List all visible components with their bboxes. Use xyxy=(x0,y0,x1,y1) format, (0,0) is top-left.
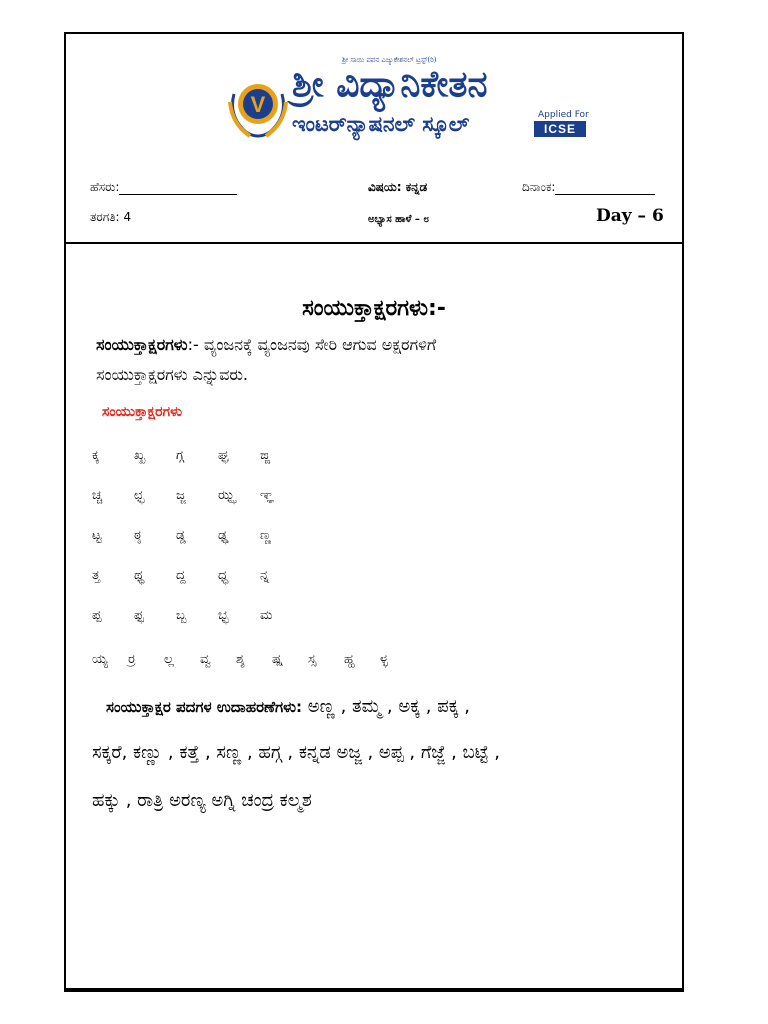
subject-label: ವಿಷಯ: xyxy=(368,180,402,194)
conjunct-letter: ಚ್ಚ xyxy=(92,488,103,503)
svg-text:V: V xyxy=(250,92,266,117)
examples-line-3: ಹಕ್ಕು , ರಾತ್ರಿ ಅರಣ್ಯ ಅಗ್ನಿ ಚಂದ್ರ ಕಲ್ಮಶ xyxy=(92,790,312,811)
school-emblem-icon xyxy=(226,72,290,142)
conjunct-letter: ಠ್ಠ xyxy=(134,528,141,543)
conjunct-letter: ಮ xyxy=(260,608,273,623)
conjunct-letter: ತ್ತ xyxy=(92,568,100,583)
worksheet-page xyxy=(64,32,684,992)
conjunct-letter: ಞ್ಞ xyxy=(260,488,274,503)
conjunct-letter: ಥ್ಥ xyxy=(134,568,144,583)
conjunct-row-1 xyxy=(92,448,302,463)
class-value: 4 xyxy=(123,210,132,224)
day-label: Day – 6 xyxy=(596,206,664,226)
conjunct-letter: ಭ್ಭ xyxy=(218,608,229,623)
conjunct-row-4 xyxy=(92,568,302,583)
conjunct-letter: ಖ್ಖ xyxy=(134,448,145,463)
definition-line-2: ಸಂಯುಕ್ತಾಕ್ಷರಗಳು ಎನ್ನುವರು. xyxy=(96,365,248,384)
class-field xyxy=(90,210,131,225)
conjunct-letter: ಡ್ಡ xyxy=(176,528,186,543)
conjunct-letter: ಪ್ಪ xyxy=(92,608,102,623)
conjunct-row-2 xyxy=(92,488,302,503)
worksheet-header xyxy=(66,34,682,244)
conjunct-letter: ಳ್ಳ xyxy=(380,652,388,667)
conjunct-letter: ಹ್ಹ xyxy=(344,652,355,667)
applied-for-label: Applied For xyxy=(538,110,589,120)
examples-label: ಸಂಯುಕ್ತಾಕ್ಷರ ಪದಗಳ ಉದಾಹರಣೆಗಳು: xyxy=(106,698,302,716)
conjunct-letter: ಬ್ಬ xyxy=(176,608,187,623)
conjunct-letter: ಗ್ಗ xyxy=(176,448,184,463)
trust-line: ಶ್ರೀ ಸಾಯಿ ಪವನ ಎಜ್ಯುಕೇಶನಲ್ ಟ್ರಸ್ಟ್(ರಿ) xyxy=(342,56,437,64)
worksheet-number: ಅಭ್ಯಾಸ ಹಾಳೆ – ೮ xyxy=(368,214,429,225)
school-name: ಶ್ರೀ ವಿದ್ಯಾನಿಕೇತನ xyxy=(292,64,488,105)
conjunct-row-3 xyxy=(92,528,302,543)
conjunct-letter: ರ್ರ xyxy=(128,652,136,667)
subject-field xyxy=(368,180,427,195)
conjunct-letter: ನ್ನ xyxy=(260,568,269,583)
definition-term: ಸಂಯುಕ್ತಾಕ್ಷರಗಳು xyxy=(96,335,188,354)
conjunct-letter: ಜ್ಜ xyxy=(176,488,186,503)
definition-line-1: :- ವ್ಯಂಜನಕ್ಕೆ ವ್ಯಂಜನವು ಸೇರಿ ಆಗುವ ಅಕ್ಷರಗಳಿಗೆ xyxy=(187,335,437,354)
conjunct-letter: ಸ್ಸ xyxy=(308,652,317,667)
conjunct-letter: ಯ್ಯ xyxy=(92,652,108,667)
conjunct-letter: ದ್ದ xyxy=(176,568,186,583)
conjunct-row-5 xyxy=(92,608,302,623)
conjunct-letter: ಫ್ಫ xyxy=(134,608,144,623)
subject-value: ಕನ್ನಡ xyxy=(405,180,428,194)
conjunct-letter: ಷ್ಷ xyxy=(272,652,283,667)
conjunct-letter: ಙ್ಙ xyxy=(260,448,270,463)
date-blank xyxy=(555,194,655,195)
date-label: ದಿನಾಂಕ: xyxy=(522,180,556,194)
icse-badge: ICSE xyxy=(534,121,586,137)
class-label: ತರಗತಿ: xyxy=(90,210,120,224)
school-subtitle: ಇಂಟರ್‌ನ್ಯಾಷನಲ್ ಸ್ಕೂಲ್ xyxy=(292,112,470,136)
conjunct-letter: ಕ್ಕ xyxy=(92,448,100,463)
name-label: ಹೆಸರು: xyxy=(90,180,120,194)
conjunct-letter: ಘ್ಘ xyxy=(218,448,230,463)
conjunct-letter: ಢ್ಢ xyxy=(218,528,228,543)
conjunct-letter: ಝ್ಝ xyxy=(218,488,236,503)
conjunct-letter: ಛ್ಛ xyxy=(134,488,144,503)
conjunct-letter: ಶ್ಶ xyxy=(236,652,245,667)
conjunct-letter: ಣ್ಣ xyxy=(260,528,272,543)
examples-line-1 xyxy=(106,696,470,717)
examples-line-2: ಸಕ್ಕರೆ, ಕಣ್ಣು , ಕತ್ತೆ , ಸಣ್ಣ , ಹಗ್ಗ , ಕನ್ನಡ ಅಜ್ಜ , ಅಪ್ಪ , ಗೆಜ್ಜೆ , ಬಟ್ಟೆ , xyxy=(92,742,500,763)
conjunct-letter: ವ್ವ xyxy=(200,652,211,667)
conjunct-letter: ಟ್ಟ xyxy=(92,528,102,543)
examples-words-1: ಅಣ್ಣ , ತಮ್ಮ , ಅಕ್ಕ , ಪಕ್ಕ , xyxy=(307,696,470,717)
name-blank xyxy=(119,194,237,195)
conjunct-letter: ಧ್ಧ xyxy=(218,568,228,583)
conjunct-letter: ಲ್ಲ xyxy=(164,652,174,667)
conjunct-list-heading: ಸಂಯುಕ್ತಾಕ್ಷರಗಳು xyxy=(102,404,183,420)
name-field xyxy=(90,180,237,195)
page-title: ಸಂಯುಕ್ತಾಕ್ಷರಗಳು:- xyxy=(302,296,446,321)
date-field xyxy=(522,180,655,195)
conjunct-row-6 xyxy=(92,652,416,667)
definition xyxy=(96,330,656,390)
